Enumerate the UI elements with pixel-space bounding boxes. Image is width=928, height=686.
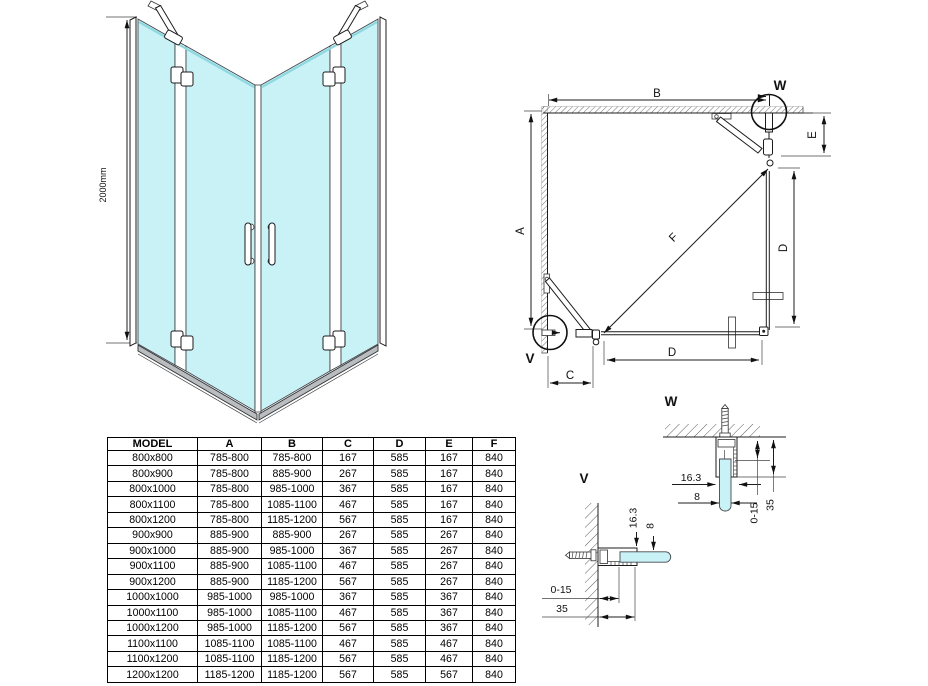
screw-v xyxy=(566,550,597,561)
wall-profile-left xyxy=(130,17,136,346)
table-cell: 585 xyxy=(374,574,426,589)
table-cell: 367 xyxy=(323,543,374,558)
dim-e xyxy=(781,113,831,156)
table-cell: 840 xyxy=(473,497,516,512)
table-cell: 900x1100 xyxy=(108,559,198,574)
dim-d-bottom-label: D xyxy=(667,347,677,359)
table-cell: 267 xyxy=(426,574,473,589)
table-header-row xyxy=(108,438,516,451)
table-row xyxy=(108,497,516,512)
table-cell: 840 xyxy=(473,451,516,466)
table-cell: 367 xyxy=(323,481,374,496)
table-row xyxy=(108,651,516,666)
table-cell: 1085-1100 xyxy=(198,651,262,666)
table-cell: 467 xyxy=(323,605,374,620)
table-header-cell: A xyxy=(198,438,262,451)
dim-d-right xyxy=(775,168,800,327)
plan-left-panel-assembly xyxy=(542,274,600,345)
table-cell: 167 xyxy=(426,512,473,527)
table-cell: 467 xyxy=(323,636,374,651)
plan-view-drawing xyxy=(500,70,928,420)
detail-w xyxy=(663,394,786,524)
table-cell: 567 xyxy=(323,651,374,666)
table-cell: 367 xyxy=(426,605,473,620)
table-cell: 585 xyxy=(374,559,426,574)
table-cell: 585 xyxy=(374,620,426,635)
glass-section-w xyxy=(720,459,732,511)
table-cell: 900x1200 xyxy=(108,574,198,589)
table-cell: 800x900 xyxy=(108,466,198,481)
dim-b-label: B xyxy=(653,88,661,100)
table-cell: 840 xyxy=(473,651,516,666)
table-cell: 467 xyxy=(426,651,473,666)
table-cell: 1185-1200 xyxy=(198,667,262,683)
table-cell: 840 xyxy=(473,667,516,683)
table-cell: 367 xyxy=(426,590,473,605)
wall-hatch-w xyxy=(665,424,760,437)
glass-section-v xyxy=(620,552,671,562)
table-cell: 885-900 xyxy=(198,574,262,589)
table-row xyxy=(108,590,516,605)
table-cell: 585 xyxy=(374,481,426,496)
table-cell: 367 xyxy=(426,620,473,635)
table-cell: 885-900 xyxy=(198,559,262,574)
table-row xyxy=(108,451,516,466)
detail-v-depth-label: 35 xyxy=(556,603,568,615)
table-cell: 1000x1200 xyxy=(108,620,198,635)
detail-w-glass-label: 8 xyxy=(694,491,700,503)
corner-joint xyxy=(255,85,261,412)
detail-v xyxy=(542,471,671,627)
table-cell: 585 xyxy=(374,667,426,683)
table-cell: 1085-1100 xyxy=(262,497,323,512)
table-cell: 167 xyxy=(426,481,473,496)
table-cell: 585 xyxy=(374,466,426,481)
detail-v-adjust-label: 0-15 xyxy=(550,584,572,596)
dim-c-label: C xyxy=(565,370,575,382)
door-pivot xyxy=(767,160,773,166)
door-handle-plan-right xyxy=(753,293,783,300)
table-header-cell: B xyxy=(262,438,323,451)
table-cell: 885-900 xyxy=(198,543,262,558)
table-cell: 885-900 xyxy=(262,466,323,481)
table-cell: 1200x1200 xyxy=(108,667,198,683)
table-cell: 800x800 xyxy=(108,451,198,466)
table-cell: 785-800 xyxy=(262,451,323,466)
table-cell: 467 xyxy=(323,559,374,574)
table-cell: 985-1000 xyxy=(198,590,262,605)
dim-d-right-label: D xyxy=(778,243,790,253)
table-cell: 267 xyxy=(323,466,374,481)
callout-w-label: W xyxy=(773,78,787,93)
table-cell: 585 xyxy=(374,605,426,620)
dim-f-label: F xyxy=(667,231,681,245)
table-cell: 840 xyxy=(473,605,516,620)
table-cell: 267 xyxy=(426,543,473,558)
plan-bottom-door-assembly xyxy=(601,317,768,348)
table-cell: 585 xyxy=(374,590,426,605)
table-cell: 585 xyxy=(374,528,426,543)
table-row xyxy=(108,620,516,635)
detail-v-offset-label: 16.3 xyxy=(627,507,640,529)
dim-a xyxy=(515,111,542,329)
table-cell: 1185-1200 xyxy=(262,512,323,527)
door-stile-left xyxy=(175,40,186,371)
table-cell: 1100x1200 xyxy=(108,651,198,666)
table-cell: 1185-1200 xyxy=(262,574,323,589)
table-cell: 985-1000 xyxy=(262,481,323,496)
table-cell: 467 xyxy=(426,636,473,651)
table-cell: 1185-1200 xyxy=(262,667,323,683)
table-row xyxy=(108,559,516,574)
table-cell: 167 xyxy=(323,451,374,466)
table-cell: 840 xyxy=(473,636,516,651)
table-cell: 985-1000 xyxy=(198,605,262,620)
detail-w-title: W xyxy=(664,394,678,409)
table-row xyxy=(108,528,516,543)
table-row xyxy=(108,466,516,481)
dim-f xyxy=(604,169,768,333)
table-cell: 800x1000 xyxy=(108,481,198,496)
table-cell: 785-800 xyxy=(198,497,262,512)
table-cell: 267 xyxy=(426,559,473,574)
table-header-cell: F xyxy=(473,438,516,451)
table-header-cell: D xyxy=(374,438,426,451)
dim-b xyxy=(549,88,767,106)
table-cell: 840 xyxy=(473,559,516,574)
door-pivot-bottom xyxy=(593,339,599,345)
table-cell: 840 xyxy=(473,481,516,496)
detail-v-glass-label: 8 xyxy=(644,523,657,529)
panel-clamp xyxy=(576,330,592,338)
table-cell: 785-800 xyxy=(198,451,262,466)
table-row xyxy=(108,667,516,683)
table-cell: 785-800 xyxy=(198,466,262,481)
table-cell: 567 xyxy=(323,574,374,589)
table-header-cell: E xyxy=(426,438,473,451)
dim-c xyxy=(548,346,593,388)
detail-w-adjust-label: 0-15 xyxy=(748,502,761,524)
detail-views xyxy=(520,390,928,686)
shower-enclosure-drawing xyxy=(85,0,415,430)
door-stile-right xyxy=(330,40,341,371)
dimensions-table xyxy=(107,437,516,683)
table-cell: 1185-1200 xyxy=(262,651,323,666)
wall-hatch-v xyxy=(585,503,598,625)
table-cell: 840 xyxy=(473,574,516,589)
table-header-cell: MODEL xyxy=(108,438,198,451)
table-row xyxy=(108,574,516,589)
wall-profile-right xyxy=(380,17,386,346)
glass-panel-left-fixed xyxy=(138,19,175,365)
table-cell: 267 xyxy=(323,528,374,543)
plan-right-door-assembly xyxy=(712,113,783,330)
detail-w-offset-label: 16.3 xyxy=(680,472,702,484)
table-cell: 840 xyxy=(473,466,516,481)
table-cell: 567 xyxy=(426,667,473,683)
glass-panel-right-fixed xyxy=(341,19,378,365)
table-cell: 585 xyxy=(374,636,426,651)
door-handle-right xyxy=(268,223,275,265)
dim-d-bottom xyxy=(604,340,762,365)
table-cell: 885-900 xyxy=(198,528,262,543)
table-cell: 1085-1100 xyxy=(262,605,323,620)
table-cell: 1085-1100 xyxy=(262,636,323,651)
dim-e-label: E xyxy=(807,131,819,139)
table-cell: 1085-1100 xyxy=(262,559,323,574)
table-cell: 167 xyxy=(426,497,473,512)
table-cell: 167 xyxy=(426,466,473,481)
table-cell: 985-1000 xyxy=(262,590,323,605)
table-cell: 1100x1100 xyxy=(108,636,198,651)
detail-w-depth-label: 35 xyxy=(764,499,777,511)
table-cell: 840 xyxy=(473,528,516,543)
table-cell: 585 xyxy=(374,497,426,512)
table-cell: 367 xyxy=(323,590,374,605)
table-cell: 567 xyxy=(323,620,374,635)
brace-clamp xyxy=(764,139,773,155)
table-cell: 1185-1200 xyxy=(262,620,323,635)
table-cell: 840 xyxy=(473,512,516,527)
table-cell: 585 xyxy=(374,543,426,558)
table-cell: 567 xyxy=(323,667,374,683)
wall-hatch-top xyxy=(543,107,803,114)
table-cell: 167 xyxy=(426,451,473,466)
table-cell: 985-1000 xyxy=(262,543,323,558)
table-cell: 585 xyxy=(374,651,426,666)
table-row xyxy=(108,605,516,620)
table-header-cell: C xyxy=(323,438,374,451)
table-cell: 840 xyxy=(473,620,516,635)
table-cell: 785-800 xyxy=(198,481,262,496)
callout-v-label: V xyxy=(525,351,535,366)
table-cell: 840 xyxy=(473,543,516,558)
table-cell: 785-800 xyxy=(198,512,262,527)
table-cell: 1000x1000 xyxy=(108,590,198,605)
table-cell: 985-1000 xyxy=(198,620,262,635)
table-cell: 800x1100 xyxy=(108,497,198,512)
door-handle-plan-bottom xyxy=(729,317,736,348)
detail-w-dim-glass xyxy=(678,491,757,503)
table-row xyxy=(108,543,516,558)
table-cell: 585 xyxy=(374,451,426,466)
detail-v-dim-offset xyxy=(628,508,640,546)
table-cell: 900x900 xyxy=(108,528,198,543)
table-row xyxy=(108,481,516,496)
table-cell: 900x1000 xyxy=(108,543,198,558)
table-row xyxy=(108,512,516,527)
table-cell: 267 xyxy=(426,528,473,543)
table-cell: 1000x1100 xyxy=(108,605,198,620)
dim-a-label: A xyxy=(515,227,527,235)
support-brace-plan-left xyxy=(546,278,591,333)
table-cell: 585 xyxy=(374,512,426,527)
detail-v-dim-adjust xyxy=(542,567,619,603)
table-cell: 840 xyxy=(473,590,516,605)
detail-v-title: V xyxy=(579,471,589,486)
table-cell: 467 xyxy=(323,497,374,512)
table-cell: 567 xyxy=(323,512,374,527)
height-dimension-label: 2000mm xyxy=(98,167,108,203)
table-cell: 885-900 xyxy=(262,528,323,543)
table-cell: 1085-1100 xyxy=(198,636,262,651)
door-hinge-plan xyxy=(593,330,600,339)
detail-v-dim-glass xyxy=(645,523,657,550)
table-cell: 800x1200 xyxy=(108,512,198,527)
table-body xyxy=(108,451,516,683)
table-row xyxy=(108,636,516,651)
detail-w-dim-depth xyxy=(737,440,786,511)
